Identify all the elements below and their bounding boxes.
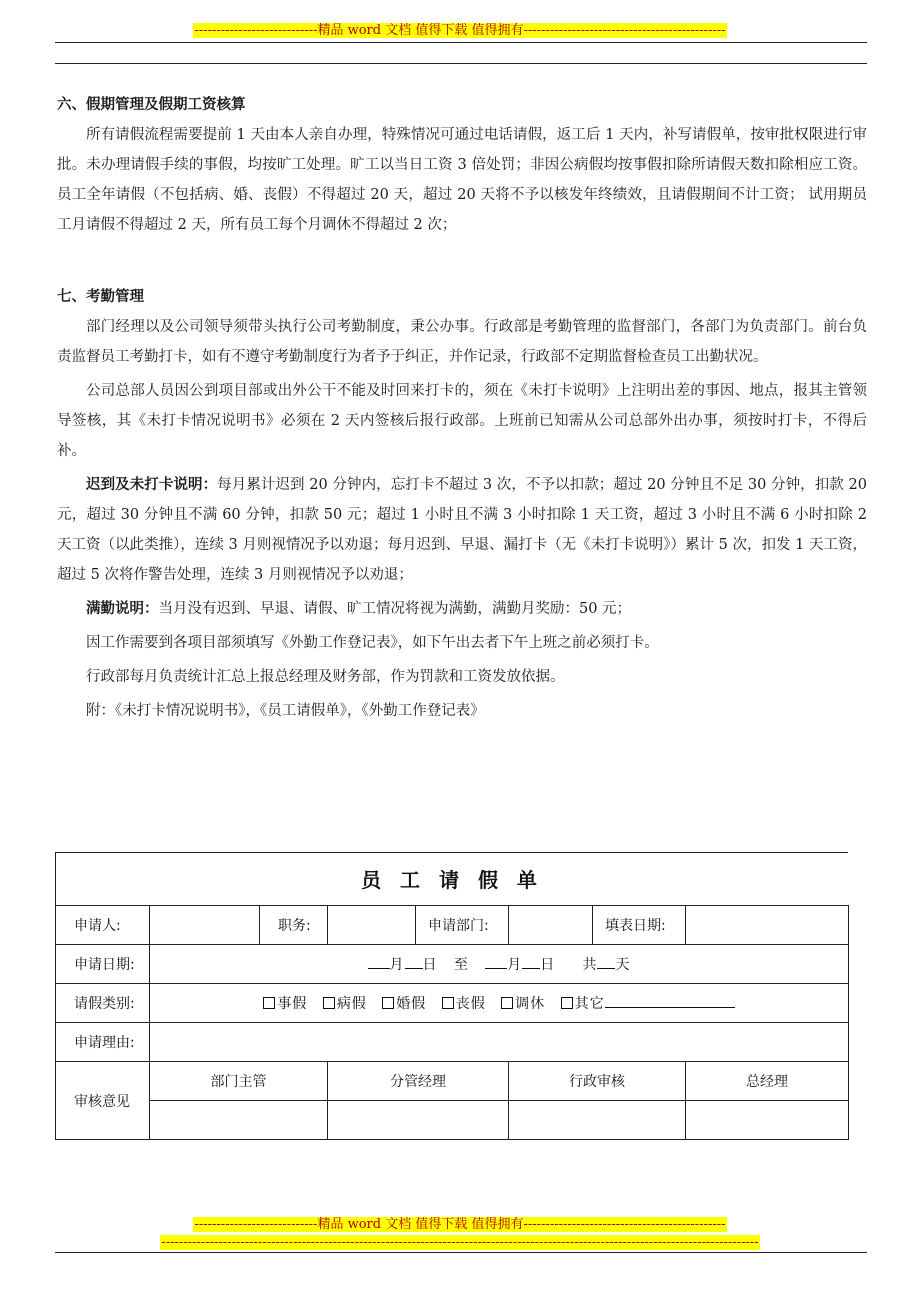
applicant-label: 申请人: <box>56 906 150 945</box>
checkbox-icon <box>561 997 573 1009</box>
checkbox-icon <box>323 997 335 1009</box>
full-attendance-label: 满勤说明： <box>86 600 159 617</box>
section7-para2: 公司总部人员因公到项目部或出外公干不能及时回来打卡的，须在《未打卡说明》上注明出差的事因、地点，报其主管领导签核，其《未打卡情况说明书》必须在 2 天内签核后报行政部。上班前已知需从公司总部外出办事，须按时打卡，不得后补。 <box>57 383 867 459</box>
leave-form <box>55 852 848 1140</box>
deputy-manager-sign-field[interactable] <box>328 1101 509 1140</box>
header-rule-top <box>55 42 867 43</box>
fill-date-label: 填表日期: <box>593 906 686 945</box>
section6-para: 所有请假流程需要提前 1 天由本人亲自办理，特殊情况可通过电话请假，返工后 1 天内，补写请假单，按审批权限进行审批。未办理请假手续的事假，均按旷工处理。旷工以当日工资 3 倍处罚；非因公病假均按事假扣除所请假天数扣除相应工资。员工全年请假（不包括病、婚、丧假）不得超过 20 天，超过 20 天将不予以核发年终绩效，且请假期间不计工资； 试用期员工月请假不得超过 2 天，所有员工每个月调休不得超过 2 次； <box>57 127 867 233</box>
checkbox-icon <box>501 997 513 1009</box>
apply-date-label: 申请日期: <box>56 945 150 984</box>
position-label: 职务: <box>260 906 328 945</box>
fill-date-field[interactable] <box>686 906 849 945</box>
full-attendance-text: 当月没有迟到、早退、请假、旷工情况将视为满勤，满勤月奖励：50 元； <box>158 601 632 617</box>
leave-type-comp[interactable]: 调休 <box>501 996 545 1012</box>
department-field[interactable] <box>509 906 593 945</box>
leave-type-options <box>150 984 849 1023</box>
reviewer-deputy-manager: 分管经理 <box>328 1062 509 1101</box>
header-banner: ----------------------------精品 word 文档 值得下载 值得拥有---------------------------------------------- <box>194 23 726 38</box>
general-manager-sign-field[interactable] <box>686 1101 849 1140</box>
section7-para1: 部门经理以及公司领导须带头执行公司考勤制度，秉公办事。行政部是考勤管理的监督部门，各部门为负责部门。前台负责监督员工考勤打卡，如有不遵守考勤制度行为者予于纠正，并作记录，行政部不定期监督检查员工出勤状况。 <box>57 319 867 365</box>
checkbox-icon <box>263 997 275 1009</box>
form-title: 员 工 请 假 单 <box>55 852 848 905</box>
reviewer-dept-head: 部门主管 <box>150 1062 328 1101</box>
document-body <box>57 90 867 726</box>
leave-type-other[interactable]: 其它 <box>561 996 735 1012</box>
leave-type-label: 请假类别: <box>56 984 150 1023</box>
full-attendance-para <box>57 594 867 624</box>
leave-type-sick[interactable]: 病假 <box>323 996 367 1012</box>
department-label: 申请部门: <box>416 906 509 945</box>
section7-heading: 七、考勤管理 <box>57 288 144 305</box>
leave-type-marriage[interactable]: 婚假 <box>382 996 426 1012</box>
apply-date-field[interactable]: 月 日 至 月 日 共 天 <box>150 945 849 984</box>
leave-form-table <box>55 905 849 1140</box>
reviewer-general-manager: 总经理 <box>686 1062 849 1101</box>
leave-type-funeral[interactable]: 丧假 <box>442 996 486 1012</box>
checkbox-icon <box>382 997 394 1009</box>
footer-banner-1: ----------------------------精品 word 文档 值得下载 值得拥有---------------------------------------------- <box>194 1217 726 1232</box>
leave-type-personal[interactable]: 事假 <box>263 996 307 1012</box>
dept-head-sign-field[interactable] <box>150 1101 328 1140</box>
footer-rule <box>55 1252 867 1253</box>
admin-sign-field[interactable] <box>509 1101 686 1140</box>
section7-para3: 因工作需要到各项目部须填写《外勤工作登记表》，如下午出去者下午上班之前必须打卡。 <box>86 635 659 651</box>
attachments-para: 附：《未打卡情况说明书》，《员工请假单》，《外勤工作登记表》 <box>86 703 485 719</box>
review-label: 审核意见 <box>56 1062 150 1140</box>
checkbox-icon <box>442 997 454 1009</box>
late-rules-text: 每月累计迟到 20 分钟内，忘打卡不超过 3 次，不予以扣款；超过 20 分钟且不足 30 分钟，扣款 20 元，超过 30 分钟且不满 60 分钟，扣款 50 元；超过 1 小时且不满 3 小时扣除 1 天工资，超过 3 小时且不满 6 小时扣除 2 天工资（以此类推），连续 3 月则视情况予以劝退；每月迟到、早退、漏打卡（无《未打卡说明》）累计 5 次，扣发 1 天工资，超过 5 次将作警告处理，连续 3 月则视情况予以劝退； <box>57 477 867 583</box>
section7-para4: 行政部每月负责统计汇总上报总经理及财务部，作为罚款和工资发放依据。 <box>86 669 565 685</box>
applicant-field[interactable] <box>150 906 260 945</box>
position-field[interactable] <box>328 906 416 945</box>
late-rules-para <box>57 470 867 590</box>
footer-banner-2: ---------------------------------------------------------------------------------------------------------------------------------------- <box>161 1235 759 1250</box>
late-rules-label: 迟到及未打卡说明： <box>86 476 218 493</box>
header-rule-bottom <box>55 63 867 64</box>
reason-label: 申请理由: <box>56 1023 150 1062</box>
section6-heading: 六、假期管理及假期工资核算 <box>57 96 246 113</box>
reason-field[interactable] <box>150 1023 849 1062</box>
reviewer-admin: 行政审核 <box>509 1062 686 1101</box>
